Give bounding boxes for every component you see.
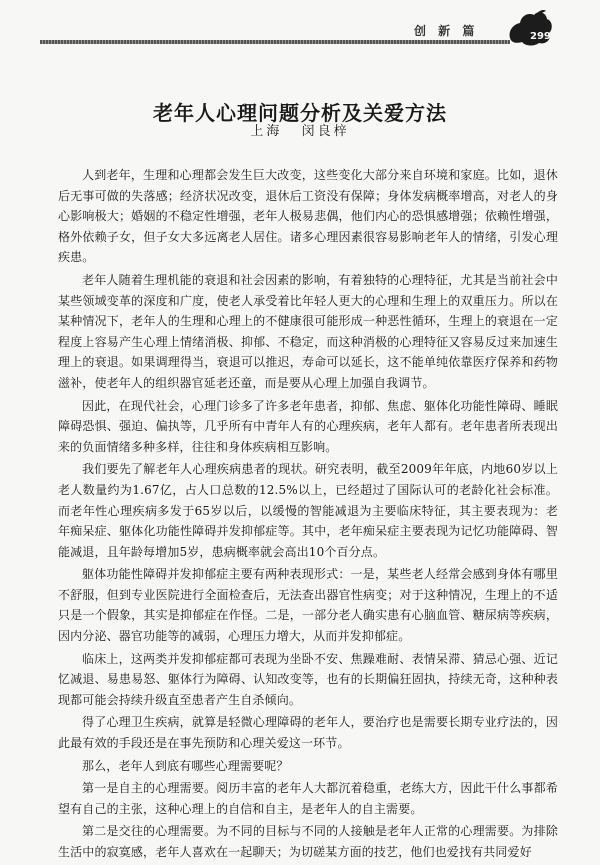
paragraph: 第二是交往的心理需要。为不同的目标与不同的人接触是老年人正常的心理需要。为排除生活中的寂寞感，老年人喜欢在一起聊天；为切磋某方面的技艺，他们也爱找有共同爱好	[58, 824, 558, 859]
paragraph: 那么，老年人到底有哪些心理需要呢？	[82, 758, 289, 773]
section-label: 创 新 篇	[414, 24, 479, 38]
header-rule	[40, 40, 510, 44]
paragraph: 第一是自主的心理需要。阅历丰富的老年人大都沉着稳重，老练大方，因此干什么事都希望有自己的主张，这种心理上的自信和自主，是老年人的自主需要。	[58, 781, 558, 816]
article-title: 老年人心理问题分析及关爱方法	[153, 101, 447, 126]
byline-author: 闵良梓	[301, 124, 350, 139]
paragraph: 老年人随着生理机能的衰退和社会因素的影响，有着独特的心理特征，尤其是当前社会中某些领域变革的深度和广度，使老人承受着比年轻人更大的心理和生理上的双重压力。所以在某种情况下，老年人的生理和心理上的不健康很可能形成一种恶性循环，生理上的衰退在一定程度上容易产生心理上情绪消极、抑郁、不稳定，而这种消极的心理特征又容易反过来加速生理上的衰退。如果调理得当，衰退可以推迟，寿命可以延长，这不能单纯依靠医疗保养和药物滋补，使老年人的组织器官延老还童，而是要从心理上加强自我调节。	[58, 272, 558, 390]
page-number: 299	[530, 31, 551, 42]
paragraph: 人到老年，生理和心理都会发生巨大改变，这些变化大部分来自环境和家庭。比如，退休后无事可做的失落感；经济状况改变，退休后工资没有保障；身体发病概率增高，对老人的身心影响极大；婚姻的不稳定性增强，老年人极易悲偶，他们内心的恐惧感增强；依赖性增强，格外依赖子女，但子女大多远离老人居住。诸多心理因素很容易影响老年人的情绪，引发心理疾患。	[58, 168, 558, 265]
paragraph: 躯体功能性障碍并发抑郁症主要有两种表现形式：一是，某些老人经常会感到身体有哪里不舒服，但到专业医院进行全面检查后，无法查出器官性病变；对于这种情况，生理上的不适只是一个假象，其实是抑郁症在作怪。二是，一部分老人确实患有心脑血管、糖尿病等疾病，因内分泌、器官功能等的减弱，心理压力增大，从而并发抑郁症。	[58, 567, 558, 644]
page-number-badge	[506, 8, 554, 48]
running-header	[0, 0, 600, 50]
article-body	[58, 165, 558, 865]
paragraph: 因此，在现代社会，心理门诊多了许多老年患者，抑郁、焦虑、躯体化功能性障碍、睡眠障碍恐惧、强迫、偏执等，几乎所有中青年人有的心理疾病，老年人都有。老年患者所表现出来的负面情绪多种多样，往往和身体疾病相互影响。	[58, 398, 558, 454]
byline-location: 上海	[250, 124, 283, 139]
paragraph: 临床上，这两类并发抑郁症都可表现为坐卧不安、焦躁难耐、表情呆滞、猜忌心强、近记忆减退、易患易怒、躯体行为障碍、认知改变等，也有的长期偏狂固执，持续无奇，这种种表现都可能会持续升级直至患者产生自杀倾向。	[58, 651, 558, 707]
paragraph: 我们要先了解老年人心理疾病患者的现状。研究表明，截至2009年年底，内地60岁以上老人数量约为1.67亿，占人口总数的12.5%以上，已经超过了国际认可的老龄化社会标准。而老年性心理疾病多发于65岁以后，以缓慢的智能减退为主要临床特征，其主要表现为：老年痴呆症、躯体化功能性障碍并发抑郁症等。其中，老年痴呆症主要表现为记忆功能障碍、智能减退，且年龄每增加5岁，患病概率就会高出10个百分点。	[58, 462, 558, 559]
byline	[0, 120, 600, 139]
paragraph: 得了心理卫生疾病，就算是轻微心理障碍的老年人，要治疗也是需要长期专业疗法的，因此最有效的手段还是在事先预防和心理关爱这一环节。	[58, 715, 558, 751]
